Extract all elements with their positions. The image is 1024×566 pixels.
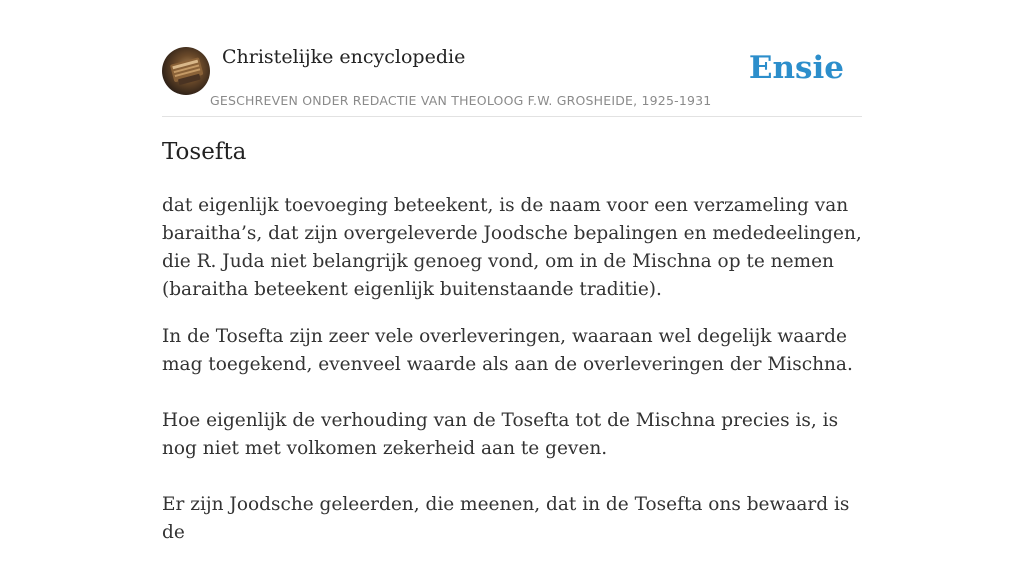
- article-title: Tosefta: [162, 139, 247, 165]
- site-name-link[interactable]: Christelijke encyclopedie: [222, 46, 466, 68]
- book-image-icon: [162, 47, 210, 95]
- article-body: [162, 192, 862, 566]
- ensie-logo-link[interactable]: Ensie: [748, 50, 844, 86]
- page: [162, 0, 862, 543]
- article-paragraph: Hoe eigenlijk de verhouding van de Tosefta tot de Mischna precies is, is nog niet met volkomen zekerheid aan te geven.: [162, 410, 839, 459]
- site-header: [162, 0, 862, 117]
- encyclopedia-avatar[interactable]: [162, 47, 210, 95]
- article-paragraph: dat eigenlijk toevoeging beteekent, is de naam voor een verzameling van baraitha’s, dat zijn overgeleverde Joodsche bepalingen en mededeelingen, die R. Juda niet belangrijk genoeg vond, om in de Mischna op te nemen (baraitha beteekent eigenlijk buitenstaande traditie).: [162, 195, 862, 300]
- site-tagline: GESCHREVEN ONDER REDACTIE VAN THEOLOOG F.W. GROSHEIDE, 1925-1931: [210, 93, 712, 108]
- article-paragraph: Er zijn Joodsche geleerden, die meenen, dat in de Tosefta ons bewaard is de: [162, 494, 850, 543]
- article-paragraph: In de Tosefta zijn zeer vele overleveringen, waaraan wel degelijk waarde mag toegekend, evenveel waarde als aan de overleveringen der Mischna.: [162, 326, 853, 375]
